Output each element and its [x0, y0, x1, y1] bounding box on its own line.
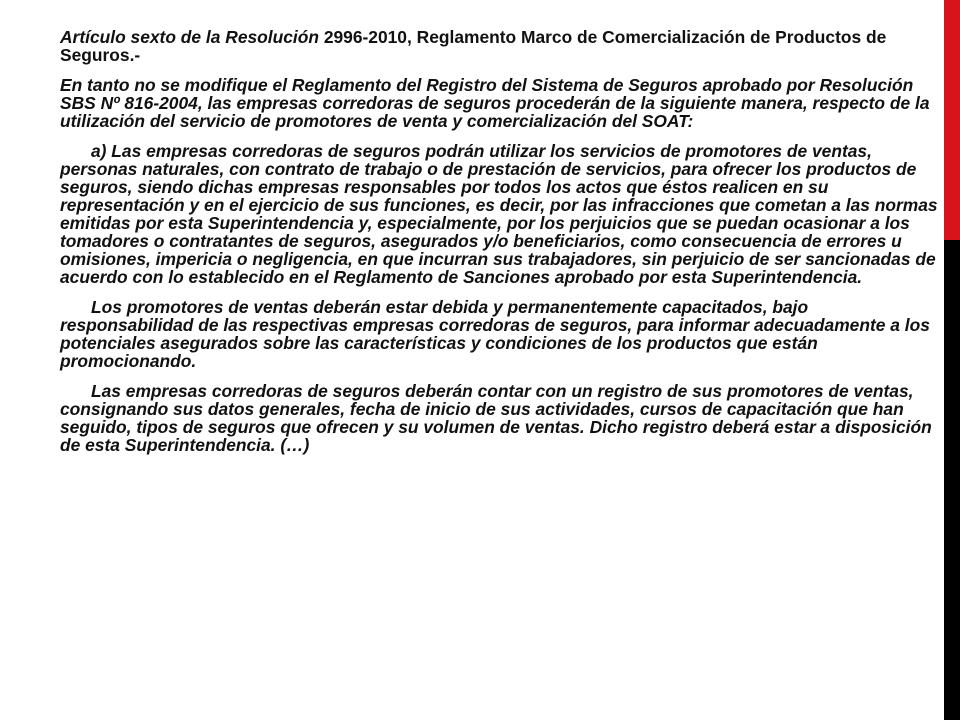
- accent-bar-red: [944, 0, 960, 240]
- article-title: [60, 28, 938, 64]
- paragraph-intro: En tanto no se modifique el Reglamento del Registro del Sistema de Seguros aprobado por Resolución SBS Nº 816-2004, las empresas corredoras de seguros procederán de la siguiente manera, respecto de la utilización del servicio de promotores de venta y comercialización del SOAT:: [60, 75, 930, 131]
- paragraph-promoters: Los promotores de ventas deberán estar debida y permanentemente capacitados, bajo responsabilidad de las respectivas empresas corredoras de seguros, para informar adecuadamente a los potenciales asegurados sobre las características y condiciones de los productos que están promocionando.: [60, 297, 930, 371]
- paragraph-a: a) Las empresas corredoras de seguros podrán utilizar los servicios de promotores de ventas, personas naturales, con contrato de trabajo o de prestación de servicios, para ofrecer los productos de seguros, siendo dichas empresas responsables por todos los actos que éstos realicen en su representación y en el ejercicio de sus funciones, es decir, por las infracciones que cometan a las normas emitidas por esta Superintendencia y, especialmente, por los perjuicios que se puedan ocasionar a los tomadores o contratantes de seguros, asegurados y/o beneficiarios, como consecuencia de errores u omisiones, impericia o negligencia, en que incurran sus trabajadores, sin perjuicio de ser sancionadas de acuerdo con lo establecido en el Reglamento de Sanciones aprobado por esta Superintendencia.: [60, 141, 938, 287]
- paragraph-registry: Las empresas corredoras de seguros deberán contar con un registro de sus promotores de ventas, consignando sus datos generales, fecha de inicio de sus actividades, cursos de capacitación que han seguido, tipos de seguros que ofrecen y su volumen de ventas. Dicho registro deberá estar a disposición de esta Superintendencia. (…): [60, 381, 932, 455]
- article-title-italic: Artículo sexto de la Resolución: [60, 27, 319, 47]
- article-title-regular: 2996-2010, Reglamento Marco de Comercialización de Productos de Seguros.-: [60, 27, 887, 65]
- accent-bar-black: [944, 240, 960, 720]
- document-body: [60, 28, 938, 466]
